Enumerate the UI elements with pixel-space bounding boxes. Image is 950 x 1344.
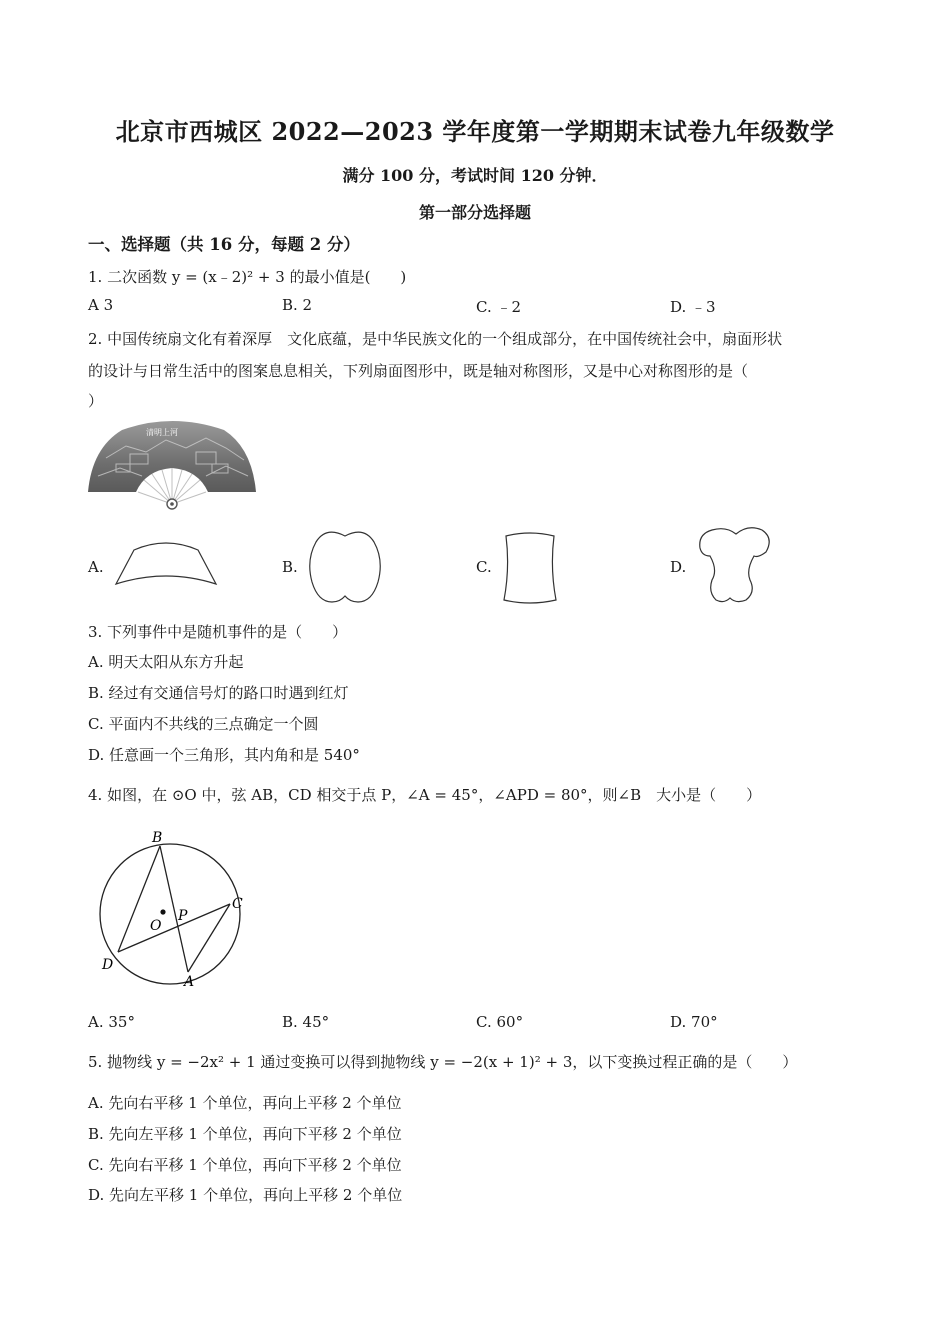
q4-option-c: C. 60°: [476, 1013, 524, 1031]
q1-option-d: D. ﹣3: [670, 298, 716, 316]
label-b: B: [152, 830, 163, 846]
part-heading: 第一部分选择题: [418, 203, 531, 222]
q2-option-b-label: B.: [282, 558, 298, 576]
q2-stem-line1: 2. 中国传统扇文化有着深厚 文化底蕴，是中华民族文化的一个组成部分，在中国传统社会中，扇面形状: [88, 330, 783, 348]
q1-option-a: A 3: [88, 296, 114, 314]
q3-option-c: C. 平面内不共线的三点确定一个圆: [88, 715, 319, 733]
label-c: C: [232, 896, 243, 912]
score-time-note: 满分 100 分，考试时间 120 分钟．: [342, 166, 608, 185]
section-heading: 一、选择题（共 16 分，每题 2 分）: [88, 235, 360, 254]
fan-shape-a: [112, 542, 220, 588]
q2-option-a-label: A.: [88, 558, 104, 576]
q1-option-c: C. ﹣2: [476, 298, 522, 316]
label-o: O: [150, 918, 162, 934]
q3-stem: 3. 下列事件中是随机事件的是（ ）: [88, 623, 348, 641]
q2-stem-line3: ）: [88, 392, 104, 410]
q2-stem-line2: 的设计与日常生活中的图案息息相关，下列扇面图形中，既是轴对称图形，又是中心对称图形的是（: [88, 362, 749, 380]
q4-option-a: A. 35°: [88, 1013, 135, 1031]
label-p: P: [178, 908, 188, 924]
q3-option-d: D. 任意画一个三角形，其内角和是 540°: [88, 746, 360, 764]
fan-shape-b: [306, 526, 384, 606]
q5-option-a: A. 先向右平移 1 个单位，再向上平移 2 个单位: [88, 1094, 402, 1112]
page-title: 北京市西城区 2022—2023 学年度第一学期期末试卷九年级数学: [115, 117, 835, 146]
fan-calligraphy: 清明上河: [146, 428, 178, 437]
q2-option-d-label: D.: [670, 558, 687, 576]
q3-option-b: B. 经过有交通信号灯的路口时遇到红灯: [88, 684, 349, 702]
q3-option-a: A. 明天太阳从东方升起: [88, 653, 244, 671]
q4-circle-diagram: [94, 826, 254, 992]
fan-shape-d: [696, 526, 776, 606]
q5-option-b: B. 先向左平移 1 个单位，再向下平移 2 个单位: [88, 1125, 402, 1143]
q4-stem: 4. 如图，在 ⊙O 中，弦 AB，CD 相交于点 P，∠A = 45°，∠APD = 80°，则∠B 大小是（ ）: [88, 786, 762, 804]
q1-stem: 1. 二次函数 y = (x﹣2)² + 3 的最小值是( ): [88, 268, 407, 286]
q4-option-b: B. 45°: [282, 1013, 330, 1031]
q5-stem: 5. 抛物线 y = −2x² + 1 通过变换可以得到抛物线 y = −2(x + 1)² + 3，以下变换过程正确的是（ ）: [88, 1053, 798, 1071]
q2-option-c-label: C.: [476, 558, 492, 576]
q1-option-b: B. 2: [282, 296, 313, 314]
fan-shape-c: [498, 532, 562, 604]
q5-option-c: C. 先向右平移 1 个单位，再向下平移 2 个单位: [88, 1156, 402, 1174]
q4-option-d: D. 70°: [670, 1013, 718, 1031]
fan-picture: [86, 418, 258, 512]
label-a: A: [184, 974, 195, 990]
label-d: D: [102, 957, 114, 973]
q5-option-d: D. 先向左平移 1 个单位，再向上平移 2 个单位: [88, 1186, 403, 1204]
